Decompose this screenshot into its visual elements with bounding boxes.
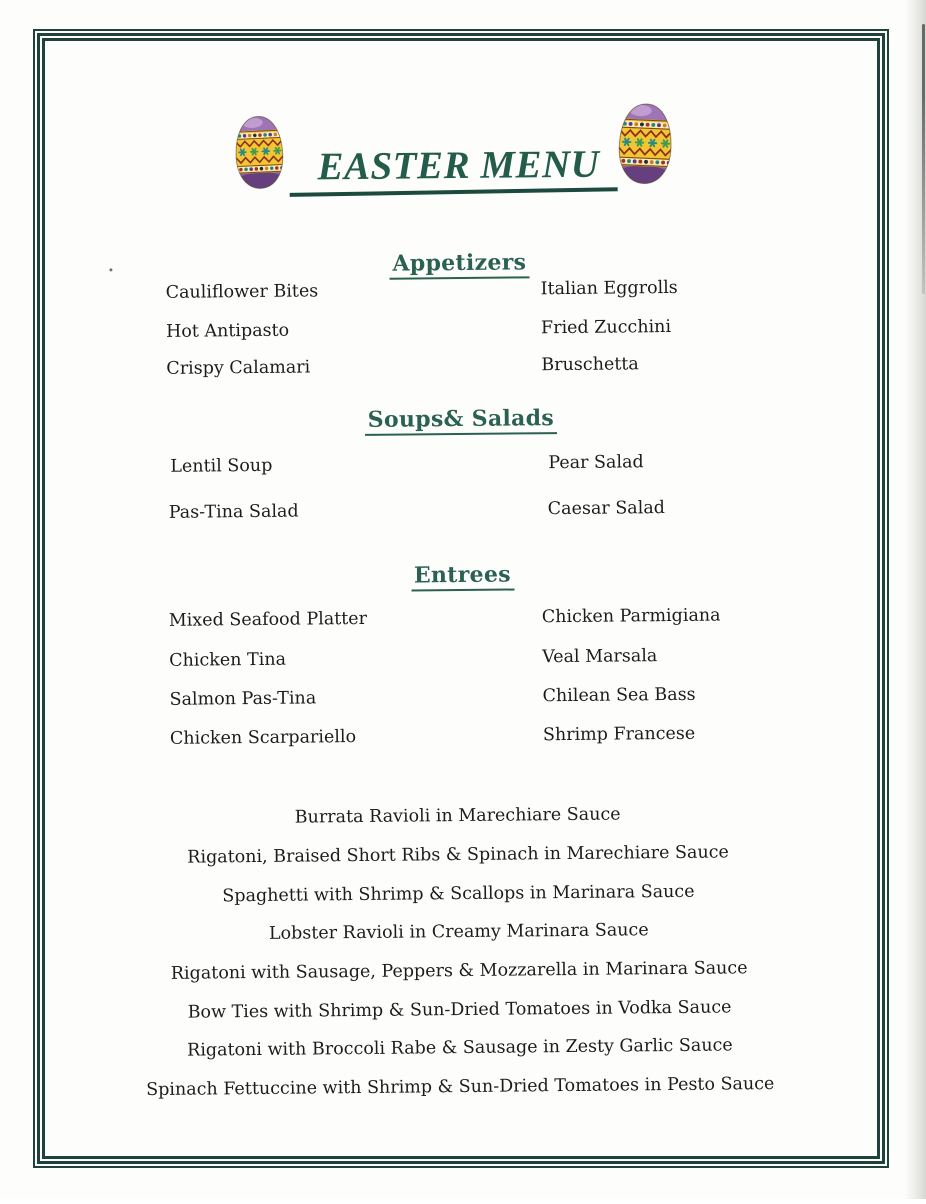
section-heading-label: Appetizers [389, 249, 529, 279]
menu-item: Caesar Salad [547, 498, 666, 520]
menu-item: Chicken Scarpariello [169, 727, 357, 749]
pasta-special-item: Spinach Fettuccine with Shrimp & Sun-Dried Tomatoes in Pesto Sauce [146, 1074, 775, 1101]
section-heading-label: Soups& Salads [365, 405, 558, 436]
menu-item: Chilean Sea Bass [542, 684, 696, 707]
menu-item: Pear Salad [548, 452, 644, 474]
pasta-special-item: Rigatoni with Sausage, Peppers & Mozzarella in Marinara Sauce [170, 958, 748, 984]
pasta-special-item: Lobster Ravioli in Creamy Marinara Sauce [268, 920, 649, 944]
section-heading-appetizers [0, 247, 922, 281]
menu-item: Crispy Calamari [166, 357, 311, 379]
section-heading-entrees [0, 559, 925, 593]
menu-item: Shrimp Francese [542, 723, 696, 746]
menu-item: Italian Eggrolls [540, 277, 678, 300]
pasta-special-item: Spaghetti with Shrimp & Scallops in Marinara Sauce [222, 881, 695, 907]
menu-item: Chicken Tina [169, 649, 287, 671]
menu-item: Pas-Tina Salad [168, 501, 299, 523]
menu-item: Cauliflower Bites [165, 281, 319, 303]
section-heading-label: Entrees [411, 562, 514, 592]
menu-item: Lentil Soup [170, 455, 273, 477]
section-heading-soups-salads [0, 403, 924, 437]
menu-item: Hot Antipasto [165, 320, 290, 342]
menu-item: Fried Zucchini [540, 316, 672, 339]
pasta-special-item: Rigatoni, Braised Short Ribs & Spinach in Marechiare Sauce [187, 842, 729, 868]
pasta-special-item: Bow Ties with Shrimp & Sun-Dried Tomatoes in Vodka Sauce [187, 997, 732, 1023]
pasta-special-item: Rigatoni with Broccoli Rabe & Sausage in Zesty Garlic Sauce [187, 1035, 733, 1061]
scan-edge-artifact [922, 24, 925, 294]
menu-item: Veal Marsala [542, 646, 658, 668]
page-title: EASTER MENU [317, 142, 600, 189]
menu-item: Salmon Pas-Tina [169, 688, 317, 710]
pasta-special-item: Burrata Ravioli in Marechiare Sauce [294, 804, 621, 828]
menu-item: Mixed Seafood Platter [168, 608, 368, 631]
menu-item: Chicken Parmigiana [541, 605, 721, 628]
menu-item: Bruschetta [541, 354, 639, 376]
